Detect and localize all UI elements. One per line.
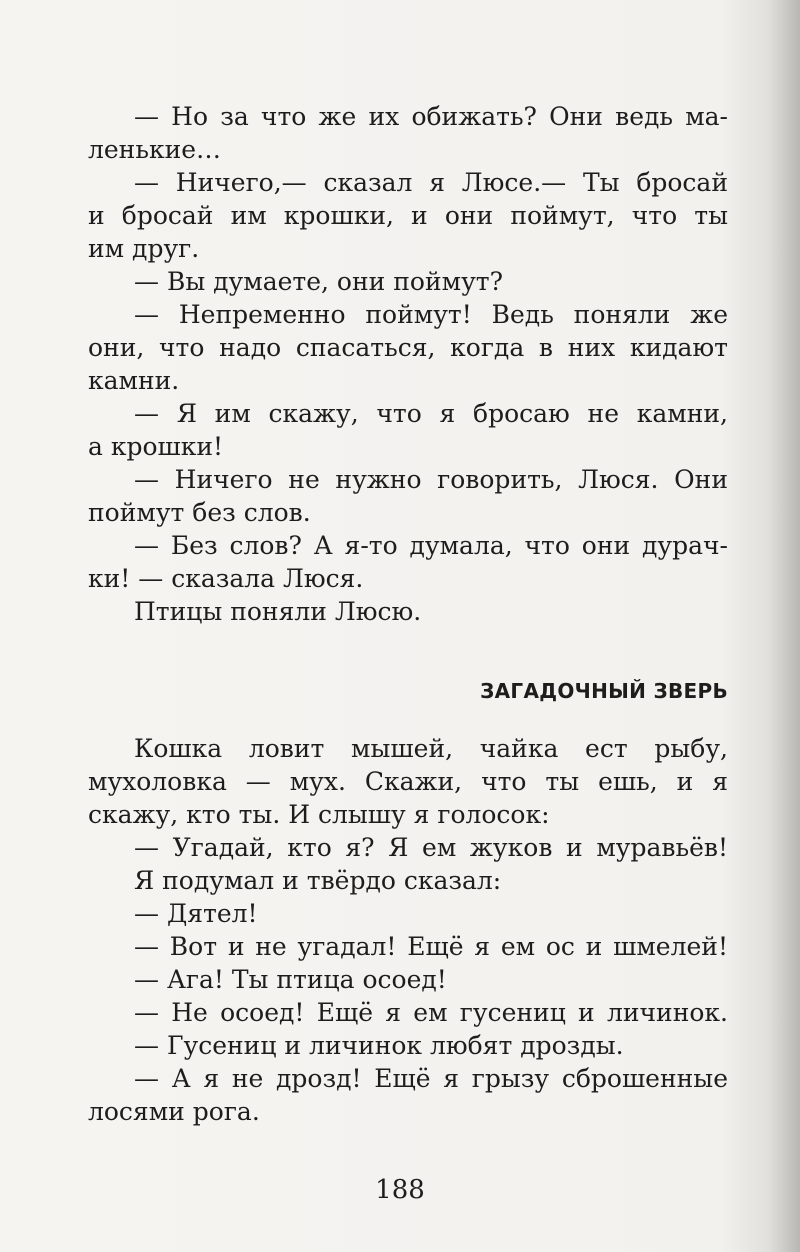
page-text xyxy=(88,100,728,1128)
text-line: Я подумал и твёрдо сказал: xyxy=(134,866,502,895)
text-line: — Ага! Ты птица осоед! xyxy=(134,965,447,994)
text-line: они, что надо спасаться, когда в них кидают xyxy=(88,333,728,362)
text-line: — Без слов? А я-то думала, что они дурач- xyxy=(134,531,728,560)
text-line: поймут без слов. xyxy=(88,498,311,527)
page-number: 188 xyxy=(375,1175,425,1205)
text-line: камни. xyxy=(88,366,180,395)
text-line: — Но за что же их обижать? Они ведь ма- xyxy=(134,102,728,131)
text-line: и бросай им крошки, и они поймут, что ты xyxy=(88,201,728,230)
text-line: а крошки! xyxy=(88,432,224,461)
chapter-title: ЗАГАДОЧНЫЙ ЗВЕРЬ xyxy=(480,679,728,703)
text-line: — Гусениц и личинок любят дрозды. xyxy=(134,1031,624,1060)
text-line: — Угадай, кто я? Я ем жуков и муравьёв! xyxy=(134,833,728,862)
text-line: — А я не дрозд! Ещё я грызу сброшенные xyxy=(134,1064,728,1093)
text-line: — Ничего,— сказал я Люсе.— Ты бросай xyxy=(134,168,728,197)
text-line: мухоловка — мух. Скажи, что ты ешь, и я xyxy=(88,767,728,796)
text-line: — Вы думаете, они поймут? xyxy=(134,267,504,296)
text-line: Птицы поняли Люсю. xyxy=(134,597,422,626)
text-line: — Дятел! xyxy=(134,899,258,928)
text-line: — Я им скажу, что я бросаю не камни, xyxy=(134,399,728,428)
text-line: — Ничего не нужно говорить, Люся. Они xyxy=(134,465,728,494)
text-line: им друг. xyxy=(88,234,200,263)
text-line: — Непременно поймут! Ведь поняли же xyxy=(134,300,728,329)
text-line: Кошка ловит мышей, чайка ест рыбу, xyxy=(134,734,728,763)
text-line: скажу, кто ты. И слышу я голосок: xyxy=(88,800,550,829)
text-line: — Не осоед! Ещё я ем гусениц и личинок. xyxy=(134,998,728,1027)
text-line: ленькие… xyxy=(88,135,222,164)
text-line: — Вот и не угадал! Ещё я ем ос и шмелей! xyxy=(134,932,728,961)
text-line: лосями рога. xyxy=(88,1097,260,1126)
text-line: ки! — сказала Люся. xyxy=(88,564,364,593)
